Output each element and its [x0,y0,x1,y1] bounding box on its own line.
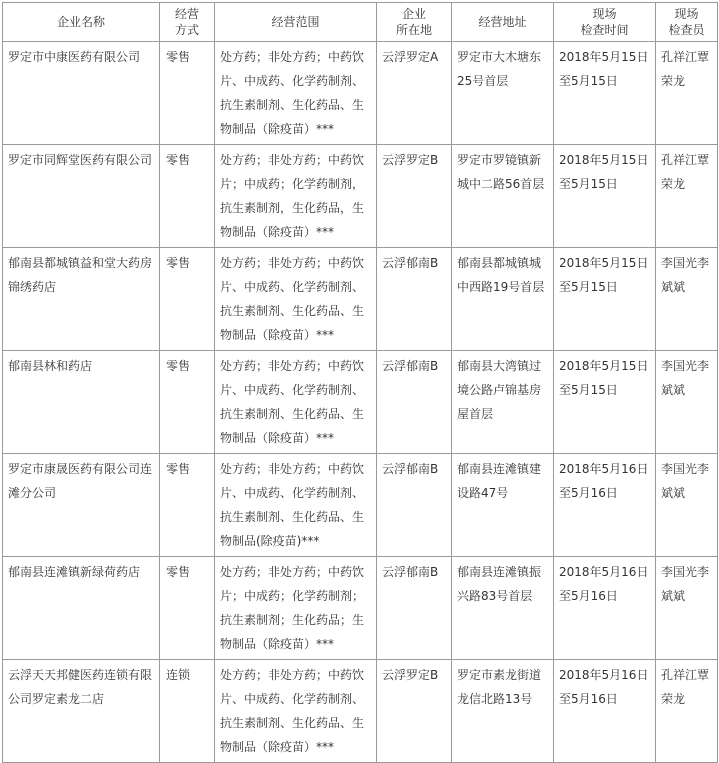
business-scope-cell: 处方药；非处方药；中药饮片、中成药、化学药制剂、抗生素制剂、生化药品、生物制品（除疫苗）*** [215,42,377,145]
company-name-cell: 郁南县连滩镇新绿荷药店 [3,557,160,660]
header-label-line: 检查时间 [580,23,629,37]
header-label-line: 现场 [674,7,699,21]
table-row [3,660,718,763]
company-name-cell: 罗定市同辉堂医药有限公司 [3,145,160,248]
header-label-line: 经营地址 [478,15,527,29]
business-address-cell: 郁南县连滩镇振兴路83号首层 [452,557,554,660]
business-address-cell: 郁南县都城镇城中西路19号首层 [452,248,554,351]
company-location-cell: 云浮罗定B [377,660,452,763]
inspectors-cell: 李国光李斌斌 [656,248,718,351]
company-name-cell: 郁南县林和药店 [3,351,160,454]
table-row [3,454,718,557]
inspection-table [2,2,718,763]
company-location-cell: 云浮罗定B [377,145,452,248]
company-name-cell: 云浮天天邦健医药连锁有限公司罗定素龙二店 [3,660,160,763]
company-location-cell: 云浮郁南B [377,454,452,557]
inspectors-cell: 孔祥江覃荣龙 [656,42,718,145]
company-location-cell: 云浮郁南B [377,248,452,351]
company-name-cell: 罗定市康晟医药有限公司连滩分公司 [3,454,160,557]
business-address-cell: 郁南县大湾镇过境公路卢锦基房屋首层 [452,351,554,454]
header-label-line: 经营 [174,7,199,21]
company-location-cell: 云浮郁南B [377,351,452,454]
header-label-line: 企业 [401,7,426,21]
inspectors-cell: 孔祥江覃荣龙 [656,145,718,248]
inspectors-cell: 李国光李斌斌 [656,454,718,557]
business-mode-cell: 零售 [160,454,215,557]
company-location-cell: 云浮郁南B [377,557,452,660]
header-business-scope [215,3,377,42]
header-label-line: 检查员 [668,23,705,37]
header-inspectors [656,3,718,42]
inspectors-cell: 李国光李斌斌 [656,351,718,454]
business-scope-cell: 处方药；非处方药；中药饮片、中成药、化学药制剂、抗生素制剂、生化药品、生物制品（除疫苗）*** [215,351,377,454]
business-scope-cell: 处方药；非处方药；中药饮片、中成药、化学药制剂、抗生素制剂、生化药品、生物制品（除疫苗）*** [215,248,377,351]
header-label-line: 所在地 [395,23,432,37]
inspection-time-cell: 2018年5月15日至5月15日 [554,145,656,248]
business-address-cell: 罗定市罗镜镇新城中二路56首层 [452,145,554,248]
table-row [3,248,718,351]
header-company-location [377,3,452,42]
business-address-cell: 罗定市大木塘东25号首层 [452,42,554,145]
header-inspection-time [554,3,656,42]
business-mode-cell: 零售 [160,351,215,454]
table-body [3,42,718,763]
inspection-time-cell: 2018年5月15日至5月15日 [554,351,656,454]
inspection-time-cell: 2018年5月15日至5月15日 [554,42,656,145]
business-scope-cell: 处方药；非处方药；中药饮片；中成药；化学药制剂，抗生素制剂，生化药品，生物制品（除疫苗）*** [215,145,377,248]
table-row [3,351,718,454]
header-label-line: 现场 [592,7,617,21]
table-row [3,145,718,248]
business-mode-cell: 连锁 [160,660,215,763]
business-mode-cell: 零售 [160,248,215,351]
header-label-line: 企业名称 [56,15,105,29]
table-row [3,557,718,660]
company-location-cell: 云浮罗定A [377,42,452,145]
company-name-cell: 罗定市中康医药有限公司 [3,42,160,145]
table-row [3,42,718,145]
table-header-row [3,3,718,42]
header-label-line: 方式 [174,23,199,37]
company-name-cell: 郁南县都城镇益和堂大药房锦绣药店 [3,248,160,351]
inspection-time-cell: 2018年5月16日至5月16日 [554,557,656,660]
business-scope-cell: 处方药；非处方药；中药饮片、中成药、化学药制剂、抗生素制剂、生化药品、生物制品（除疫苗）*** [215,660,377,763]
inspection-time-cell: 2018年5月16日至5月16日 [554,454,656,557]
business-mode-cell: 零售 [160,42,215,145]
business-mode-cell: 零售 [160,557,215,660]
header-label-line: 经营范围 [271,15,320,29]
header-company-name [3,3,160,42]
business-mode-cell: 零售 [160,145,215,248]
business-address-cell: 郁南县连滩镇建设路47号 [452,454,554,557]
inspectors-cell: 孔祥江覃荣龙 [656,660,718,763]
inspection-time-cell: 2018年5月15日至5月15日 [554,248,656,351]
inspectors-cell: 李国光李斌斌 [656,557,718,660]
inspection-time-cell: 2018年5月16日至5月16日 [554,660,656,763]
business-scope-cell: 处方药；非处方药；中药饮片、中成药、化学药制剂、抗生素制剂、生化药品、生物制品(除疫苗)*** [215,454,377,557]
business-address-cell: 罗定市素龙街道龙信北路13号 [452,660,554,763]
header-business-address [452,3,554,42]
business-scope-cell: 处方药；非处方药；中药饮片；中成药；化学药制剂；抗生素制剂；生化药品；生物制品（除疫苗）*** [215,557,377,660]
header-business-mode [160,3,215,42]
